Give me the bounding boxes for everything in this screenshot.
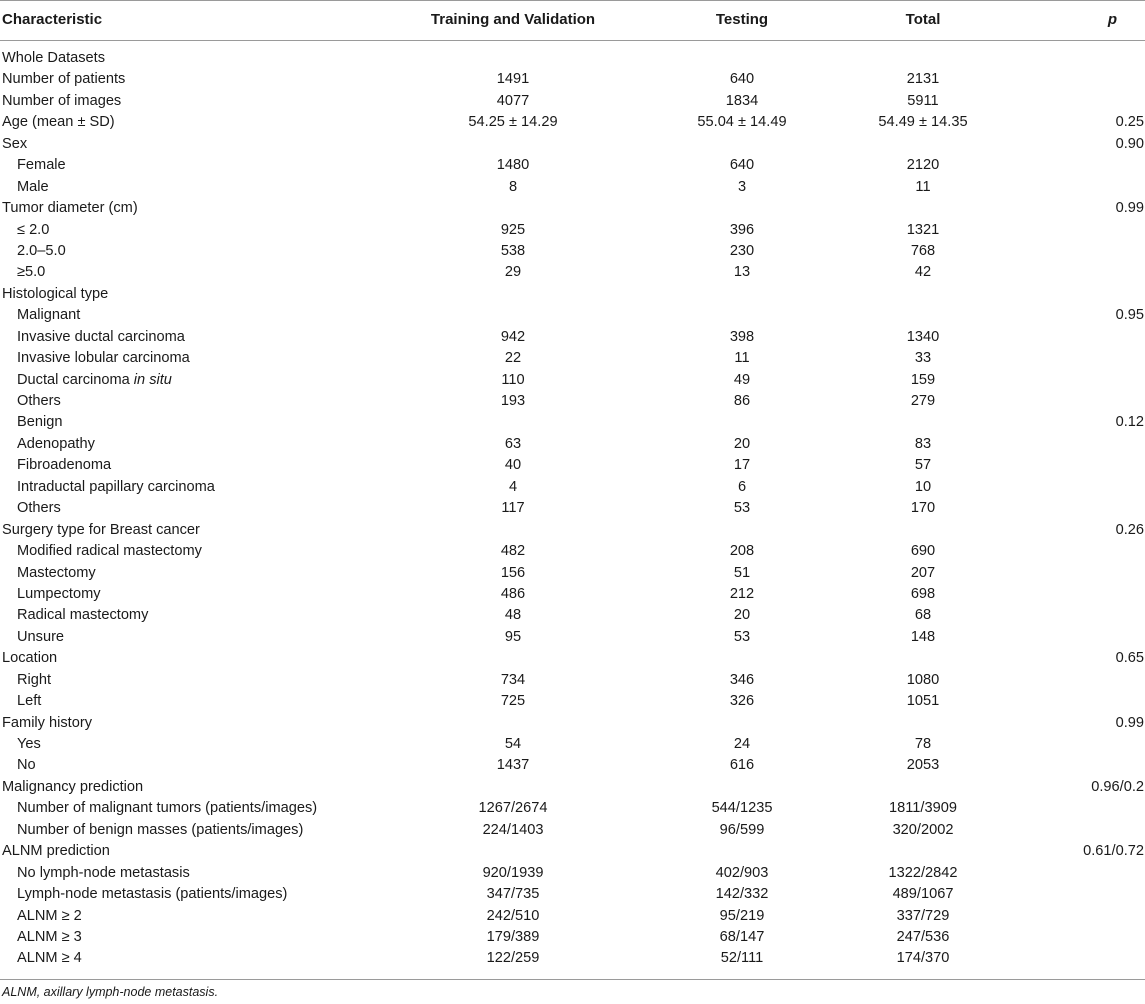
cell-total: 2120 <box>906 157 940 174</box>
cell-testing: 208 <box>729 543 755 560</box>
row-label-italic: in situ <box>133 371 172 388</box>
table-row <box>0 605 1145 626</box>
cell-testing: 6 <box>737 478 747 495</box>
cell-total: 247/536 <box>896 928 950 945</box>
cell-testing: 396 <box>729 221 755 238</box>
row-label <box>17 627 64 648</box>
row-label <box>17 370 172 391</box>
table-row <box>0 906 1145 927</box>
row-label <box>2 520 200 541</box>
row-label-text: Lumpectomy <box>17 585 101 602</box>
cell-testing: 53 <box>733 500 751 517</box>
table-row <box>0 69 1145 90</box>
row-label <box>2 198 138 219</box>
cell-p: 0.65 <box>1115 650 1144 667</box>
row-label-text: Histological type <box>2 285 109 302</box>
table-row <box>0 627 1145 648</box>
cell-training-validation: 29 <box>504 264 522 281</box>
row-label-text: Location <box>2 650 58 667</box>
row-label-text: Invasive lobular carcinoma <box>17 350 190 367</box>
row-label-text: Number of images <box>2 92 122 109</box>
table-row <box>0 305 1145 326</box>
cell-testing: 53 <box>733 628 751 645</box>
row-label <box>17 820 303 841</box>
table-row <box>0 520 1145 541</box>
cell-total: 2131 <box>906 71 940 88</box>
row-label-text: Male <box>17 178 49 195</box>
table-row <box>0 220 1145 241</box>
row-label-text: Number of patients <box>2 71 126 88</box>
row-label <box>2 91 121 112</box>
row-label-text: Malignant <box>17 307 81 324</box>
cell-testing: 55.04 ± 14.49 <box>697 114 787 131</box>
row-label-text: Number of benign masses (patients/images) <box>17 821 304 838</box>
row-label <box>17 434 95 455</box>
row-label-text: ALNM ≥ 3 <box>17 928 82 945</box>
row-label <box>17 563 96 584</box>
cell-training-validation: 347/735 <box>486 886 540 903</box>
cell-total: 489/1067 <box>892 886 954 903</box>
cell-training-validation: 117 <box>501 500 525 517</box>
table-row <box>0 541 1145 562</box>
cell-testing: 13 <box>733 264 751 281</box>
row-label <box>17 906 82 927</box>
row-label-text: Adenopathy <box>17 435 95 452</box>
cell-total: 690 <box>910 543 936 560</box>
cell-training-validation: 4 <box>508 478 518 495</box>
row-label-text: ≤ 2.0 <box>17 221 50 238</box>
cell-total: 1340 <box>906 328 940 345</box>
table-row <box>0 177 1145 198</box>
cell-p: 0.26 <box>1115 521 1144 538</box>
row-label <box>17 755 36 776</box>
row-label <box>17 177 49 198</box>
cell-testing: 326 <box>729 693 755 710</box>
row-label-text: No lymph-node metastasis <box>17 864 190 881</box>
cell-training-validation: 54.25 ± 14.29 <box>468 114 558 131</box>
cell-p: 0.90 <box>1115 135 1144 152</box>
cell-training-validation: 1437 <box>496 757 530 774</box>
cell-total: 1051 <box>906 693 940 710</box>
table-row <box>0 863 1145 884</box>
table-row <box>0 198 1145 219</box>
row-label <box>17 863 190 884</box>
cell-testing: 230 <box>729 242 755 259</box>
cell-testing: 544/1235 <box>711 800 773 817</box>
row-label <box>17 541 202 562</box>
cell-testing: 616 <box>729 757 755 774</box>
cell-total: 768 <box>910 242 936 259</box>
row-label <box>17 327 185 348</box>
cell-testing: 49 <box>733 371 751 388</box>
cell-p: 0.99 <box>1115 714 1144 731</box>
cell-testing: 20 <box>733 607 751 624</box>
cell-testing: 51 <box>733 564 751 581</box>
cell-testing: 212 <box>729 585 755 602</box>
row-label <box>17 455 111 476</box>
row-label-text: Unsure <box>17 628 65 645</box>
row-label <box>17 220 49 241</box>
header-p: p <box>1107 11 1117 28</box>
row-label-text: ALNM ≥ 4 <box>17 950 82 967</box>
cell-training-validation: 942 <box>500 328 526 345</box>
row-label-text: Number of malignant tumors (patients/images) <box>17 800 318 817</box>
table-row <box>0 134 1145 155</box>
cell-total: 174/370 <box>896 950 950 967</box>
cell-p: 0.96/0.2 <box>1091 778 1144 795</box>
cell-testing: 52/111 <box>720 950 764 967</box>
table-row <box>0 777 1145 798</box>
row-label-text: No <box>17 757 36 774</box>
row-label <box>17 798 317 819</box>
table-row <box>0 798 1145 819</box>
row-label-text: ALNM ≥ 2 <box>17 907 82 924</box>
cell-training-validation: 63 <box>504 435 522 452</box>
cell-testing: 86 <box>733 393 751 409</box>
cell-training-validation: 193 <box>500 393 526 409</box>
header-rule <box>0 40 1145 41</box>
row-label <box>2 648 57 669</box>
cell-total: 33 <box>914 350 932 367</box>
table-row <box>0 391 1145 412</box>
table-row <box>0 820 1145 841</box>
row-label <box>2 69 125 90</box>
cell-training-validation: 538 <box>500 242 526 259</box>
row-label-text: Intraductal papillary carcinoma <box>17 478 215 495</box>
cell-testing: 11 <box>734 350 750 367</box>
cell-training-validation: 40 <box>504 457 522 474</box>
row-label <box>17 948 82 969</box>
cell-training-validation: 734 <box>500 671 526 688</box>
row-label <box>2 284 108 305</box>
cell-training-validation: 22 <box>504 350 522 367</box>
row-label-text: Tumor diameter (cm) <box>2 200 138 217</box>
cell-testing: 68/147 <box>719 928 765 945</box>
cell-p: 0.95 <box>1115 307 1144 324</box>
row-label-text: Ductal carcinoma <box>17 371 134 388</box>
row-label <box>2 841 110 862</box>
row-label <box>2 48 105 69</box>
table-row <box>0 584 1145 605</box>
cell-training-validation: 242/510 <box>486 907 540 924</box>
row-label <box>2 713 92 734</box>
cell-training-validation: 8 <box>508 178 518 195</box>
cell-training-validation: 122/259 <box>486 950 540 967</box>
row-label <box>17 477 215 498</box>
cell-testing: 20 <box>733 435 751 452</box>
cell-total: 54.49 ± 14.35 <box>878 114 968 131</box>
cell-training-validation: 4077 <box>496 92 530 109</box>
cell-testing: 640 <box>729 71 755 88</box>
cell-testing: 142/332 <box>715 886 769 903</box>
cell-training-validation: 156 <box>500 564 526 581</box>
cell-training-validation: 224/1403 <box>482 821 544 838</box>
cell-total: 1811/3909 <box>889 800 957 817</box>
row-label <box>17 670 51 691</box>
row-label <box>17 498 61 519</box>
row-label <box>17 884 287 905</box>
row-label-text: Radical mastectomy <box>17 607 149 624</box>
table-row <box>0 112 1145 133</box>
cell-total: 1321 <box>906 221 940 238</box>
cell-total: 1322/2842 <box>888 864 958 881</box>
row-label-text: Age (mean ± SD) <box>2 114 115 131</box>
row-label <box>17 691 41 712</box>
cell-total: 698 <box>910 585 936 602</box>
table-row <box>0 327 1145 348</box>
cell-testing: 95/219 <box>719 907 765 924</box>
table-row <box>0 691 1145 712</box>
cell-training-validation: 1491 <box>496 71 530 88</box>
table-row <box>0 241 1145 262</box>
cell-total: 11 <box>915 178 931 195</box>
cell-total: 279 <box>910 393 936 409</box>
table-row <box>0 91 1145 112</box>
table-row <box>0 563 1145 584</box>
table-row <box>0 370 1145 391</box>
table-row <box>0 884 1145 905</box>
row-label <box>2 777 143 798</box>
cell-total: 207 <box>910 564 936 581</box>
table-row <box>0 412 1145 433</box>
table-row <box>0 455 1145 476</box>
row-label-text: Others <box>17 393 61 409</box>
cell-training-validation: 48 <box>504 607 522 624</box>
row-label-text: Sex <box>2 135 28 152</box>
row-label-text: 2.0–5.0 <box>17 242 66 259</box>
cell-p: 0.99 <box>1115 200 1144 217</box>
cell-total: 170 <box>910 500 936 517</box>
cell-training-validation: 1480 <box>496 157 530 174</box>
cell-training-validation: 920/1939 <box>482 864 544 881</box>
header-total: Total <box>905 11 941 28</box>
row-label <box>17 155 66 176</box>
table-row <box>0 841 1145 862</box>
table-header <box>0 0 1145 40</box>
row-label-text: Benign <box>17 414 63 431</box>
row-label <box>17 305 80 326</box>
cell-total: 5911 <box>907 92 939 109</box>
cell-testing: 1834 <box>725 92 759 109</box>
row-label-text: ≥5.0 <box>17 264 46 281</box>
cell-total: 68 <box>914 607 932 624</box>
row-label-text: Fibroadenoma <box>17 457 112 474</box>
cell-p: 0.61/0.72 <box>1083 843 1144 860</box>
cell-testing: 96/599 <box>719 821 765 838</box>
cell-total: 148 <box>910 628 936 645</box>
row-label-text: ALNM prediction <box>2 843 110 860</box>
cell-total: 10 <box>914 478 932 495</box>
cell-training-validation: 110 <box>501 371 525 388</box>
cell-total: 83 <box>914 435 932 452</box>
header-training-validation: Training and Validation <box>430 11 596 28</box>
row-label-text: Left <box>17 693 42 710</box>
cell-training-validation: 725 <box>500 693 526 710</box>
row-label-text: Female <box>17 157 66 174</box>
cell-p: 0.12 <box>1115 414 1144 431</box>
cell-testing: 3 <box>737 178 747 195</box>
row-label <box>2 134 27 155</box>
cell-testing: 17 <box>733 457 751 474</box>
header-characteristic: Characteristic <box>2 11 103 28</box>
table-row <box>0 713 1145 734</box>
row-label <box>17 927 82 948</box>
cell-total: 2053 <box>906 757 940 774</box>
row-label <box>17 241 66 262</box>
table-row <box>0 648 1145 669</box>
table-row <box>0 262 1145 283</box>
row-label-text: Malignancy prediction <box>2 778 144 795</box>
table-row <box>0 670 1145 691</box>
cell-total: 42 <box>914 264 932 281</box>
cell-total: 159 <box>910 371 936 388</box>
row-label-text: Whole Datasets <box>2 50 106 66</box>
row-label <box>17 412 62 433</box>
table-row <box>0 155 1145 176</box>
row-label <box>17 734 41 755</box>
row-label-text: Lymph-node metastasis (patients/images) <box>17 886 288 903</box>
cell-training-validation: 486 <box>500 585 526 602</box>
table-row <box>0 948 1145 969</box>
row-label <box>2 112 115 133</box>
row-label-text: Invasive ductal carcinoma <box>17 328 185 345</box>
row-label <box>17 391 61 412</box>
cell-testing: 640 <box>729 157 755 174</box>
cell-p: 0.25 <box>1115 114 1144 131</box>
cell-training-validation: 179/389 <box>486 928 540 945</box>
row-label-text: Others <box>17 500 61 517</box>
row-label-text: Yes <box>17 736 41 752</box>
cell-training-validation: 95 <box>504 628 522 645</box>
table-row <box>0 734 1145 755</box>
table-row <box>0 477 1145 498</box>
row-label <box>17 262 45 283</box>
cell-total: 1080 <box>906 671 940 688</box>
cell-training-validation: 482 <box>500 543 526 560</box>
header-testing: Testing <box>715 11 769 28</box>
cell-testing: 24 <box>733 736 751 752</box>
table-footnote: ALNM, axillary lymph-node metastasis. <box>2 985 219 999</box>
table-row <box>0 48 1145 69</box>
cell-total: 78 <box>914 736 932 752</box>
table-row <box>0 927 1145 948</box>
cell-training-validation: 925 <box>500 221 526 238</box>
cell-training-validation: 1267/2674 <box>478 800 548 817</box>
table-row <box>0 498 1145 519</box>
cell-training-validation: 54 <box>504 736 522 752</box>
cell-testing: 398 <box>729 328 755 345</box>
cell-total: 337/729 <box>896 907 950 924</box>
table-row <box>0 284 1145 305</box>
table-row <box>0 348 1145 369</box>
row-label-text: Mastectomy <box>17 564 96 581</box>
table-body <box>0 48 1145 970</box>
row-label-text: Family history <box>2 714 93 731</box>
bottom-rule <box>0 979 1145 980</box>
cell-testing: 346 <box>729 671 755 688</box>
row-label-text: Surgery type for Breast cancer <box>2 521 200 538</box>
cell-testing: 402/903 <box>715 864 769 881</box>
table-row <box>0 434 1145 455</box>
row-label-text: Modified radical mastectomy <box>17 543 202 560</box>
row-label <box>17 605 148 626</box>
row-label <box>17 584 101 605</box>
table-row <box>0 755 1145 776</box>
row-label <box>17 348 190 369</box>
cell-total: 57 <box>914 457 932 474</box>
cell-total: 320/2002 <box>892 821 954 838</box>
row-label-text: Right <box>17 671 52 688</box>
